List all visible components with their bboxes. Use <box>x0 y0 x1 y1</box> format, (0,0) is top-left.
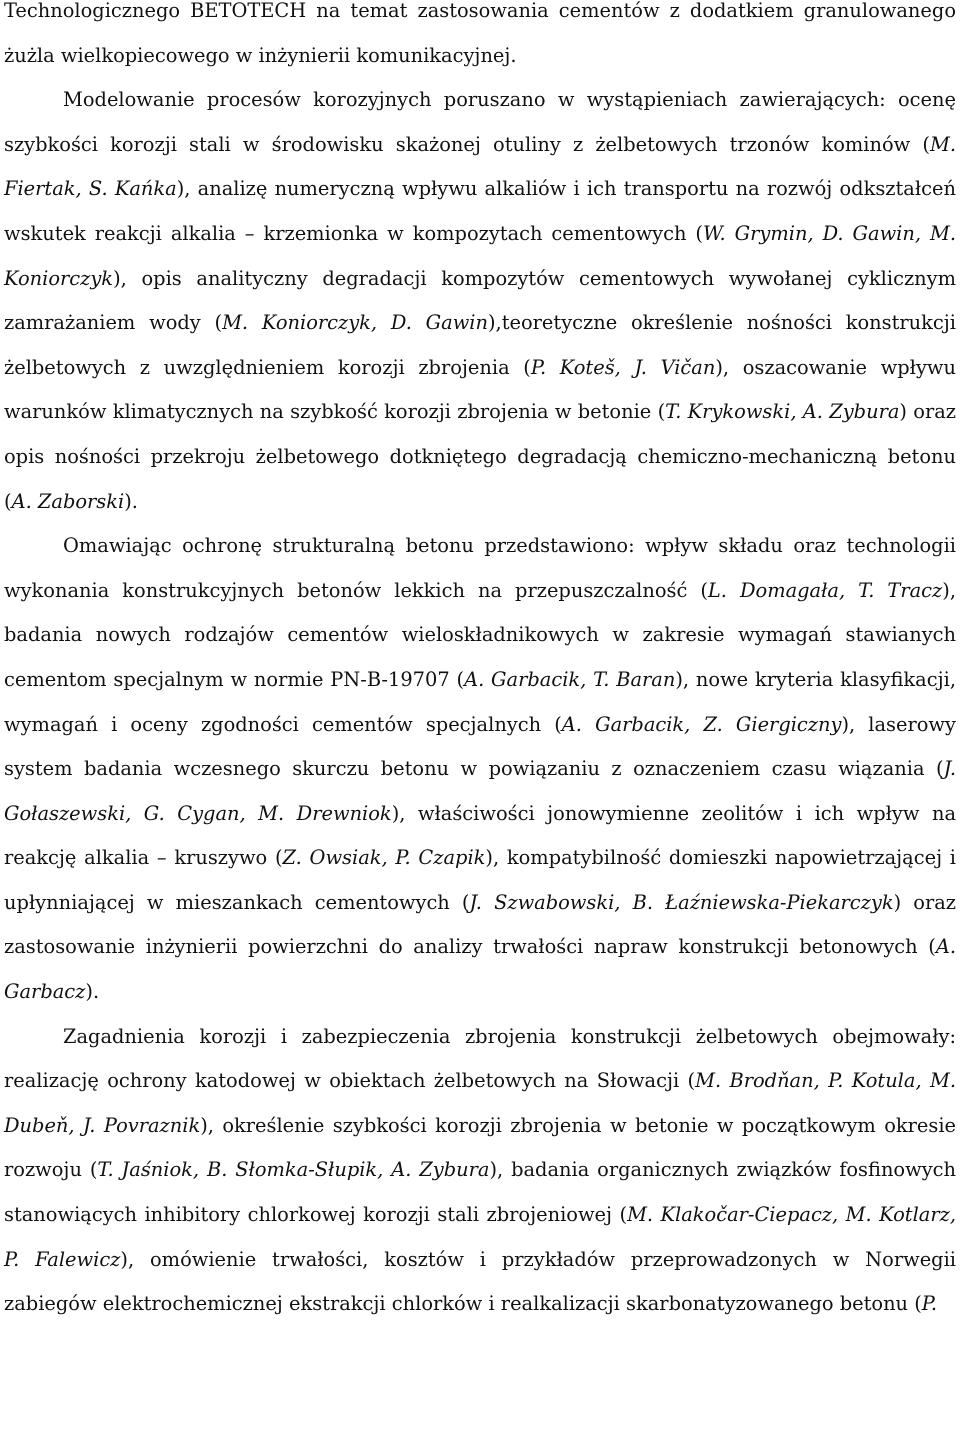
paragraph-text: ),teoretyczne określenie nośności konstrukcji żelbetowych z uwzględnieniem korozji zbrojenia ( <box>4 311 956 379</box>
author-citation: A. Garbacik, T. Baran <box>464 667 676 691</box>
paragraph-text: Zagadnienia korozji i zabezpieczenia zbrojenia konstrukcji żelbetowych obejmowały: realizację ochrony katodowej w obiektach żelbetowych na Słowacji ( <box>4 1024 956 1093</box>
author-citation: J. Szwabowski, B. Łaźniewska-Piekarczyk <box>469 890 894 914</box>
paragraph-text: ), określenie szybkości korozji zbrojenia w betonie w początkowym okresie rozwoju ( <box>4 1113 956 1182</box>
author-citation: M. Brodňan, P. Kotula, M. Dubeň, J. Povraznik <box>4 1069 956 1137</box>
author-citation: P. <box>921 1292 938 1316</box>
paragraph <box>4 78 956 524</box>
author-citation: M. Fiertak, S. Kańka <box>4 132 956 201</box>
author-citation: A. Zaborski <box>11 489 125 513</box>
author-citation: J. Gołaszewski, G. Cygan, M. Drewniok <box>4 757 956 825</box>
author-citation: Z. Owsiak, P. Czapik <box>282 846 486 870</box>
author-citation: W. Grymin, D. Gawin, M. Koniorczyk <box>4 221 957 290</box>
paragraph-text: ). <box>124 489 138 513</box>
paragraph-text: Omawiając ochronę strukturalną betonu przedstawiono: wpływ składu oraz technologii wykonania konstrukcyjnych betonów lekkich na przepuszczalność ( <box>4 534 956 602</box>
paragraph-text: ), właściwości jonowymienne zeolitów i ich wpływ na reakcję alkalia – kruszywo ( <box>4 801 956 870</box>
paragraph <box>4 524 956 1015</box>
paragraph-text: ), analizę numeryczną wpływu alkaliów i ich transportu na rozwój odkształceń wskutek reakcji alkalia – krzemionka w kompozytach cementowych ( <box>4 177 956 245</box>
paragraph-text: ), badania nowych rodzajów cementów wieloskładnikowych w zakresie wymagań stawianych cementom specjalnym w normie PN-B-19707 ( <box>4 578 956 691</box>
paragraph-text: ), badania organicznych związków fosfinowych stanowiących inhibitory chlorkowej korozji stali zbrojeniowej ( <box>4 1158 957 1227</box>
paragraph-text: Technologicznego BETOTECH na temat zastosowania cementów z dodatkiem granulowanego żużla wielkopiecowego w inżynierii komunikacyjnej. <box>4 0 956 67</box>
author-citation: P. Koteš, J. Vičan <box>530 355 716 379</box>
author-citation: A. Garbacik, Z. Giergiczny <box>561 712 842 736</box>
paragraph-text: ), kompatybilność domieszki napowietrzającej i upłynniającej w mieszankach cementowych ( <box>4 846 957 914</box>
paragraph-text: ), laserowy system badania wczesnego skurczu betonu w powiązaniu z oznaczeniem czasu wiązania ( <box>4 712 956 781</box>
author-citation: L. Domagała, T. Tracz <box>707 578 943 602</box>
paragraph <box>4 0 956 78</box>
paragraph-text: ), omówienie trwałości, kosztów i przykładów przeprowadzonych w Norwegii zabiegów elektrochemicznej ekstrakcji chlorków i realkalizacji skarbonatyzowanego betonu ( <box>4 1247 956 1316</box>
paragraph-text: ), nowe kryteria klasyfikacji, wymagań i oceny zgodności cementów specjalnych ( <box>4 667 956 736</box>
paragraph-text: ). <box>85 980 100 1004</box>
author-citation: M. Klakočar-Ciepacz, M. Kotlarz, P. Falewicz <box>4 1203 956 1271</box>
author-citation: T. Krykowski, A. Zybura <box>665 400 900 424</box>
paragraph <box>4 1015 956 1327</box>
document-body <box>4 0 956 1327</box>
author-citation: A. Garbacz <box>4 935 956 1004</box>
author-citation: T. Jaśniok, B. Słomka-Słupik, A. Zybura <box>97 1158 490 1182</box>
author-citation: M. Koniorczyk, D. Gawin <box>222 311 488 335</box>
paragraph-text: Modelowanie procesów korozyjnych poruszano w wystąpieniach zawierających: ocenę szybkości korozji stali w środowisku skażonej otuliny z żelbetowych trzonów kominów ( <box>4 88 956 156</box>
paragraph-text: ), opis analityczny degradacji kompozytów cementowych wywołanej cyklicznym zamrażaniem wody ( <box>4 266 956 335</box>
paragraph-text: ) oraz zastosowanie inżynierii powierzchni do analizy trwałości napraw konstrukcji betonowych ( <box>4 890 956 959</box>
paragraph-text: ), oszacowanie wpływu warunków klimatycznych na szybkość korozji zbrojenia w betonie ( <box>4 355 956 424</box>
paragraph-text: ) oraz opis nośności przekroju żelbetowego dotkniętego degradacją chemiczno-mechaniczną betonu ( <box>4 400 956 513</box>
